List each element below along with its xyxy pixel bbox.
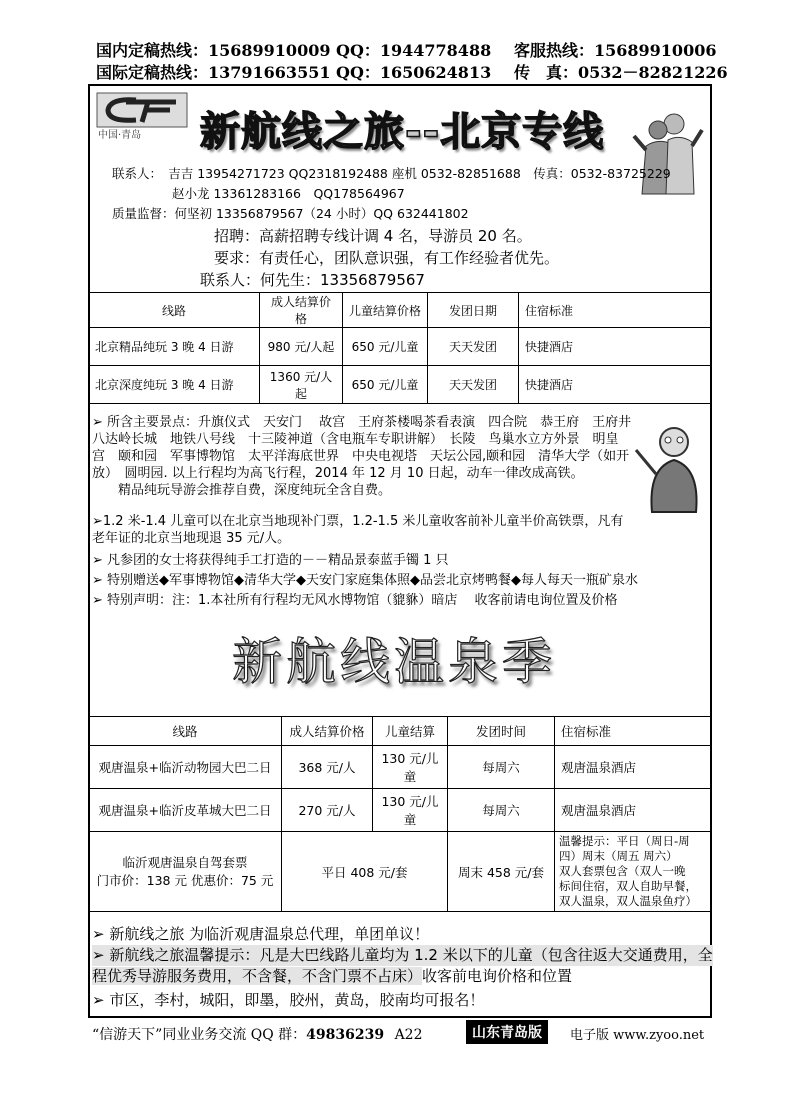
- adult-price-cell: 980 元/人起: [260, 328, 343, 366]
- child-price-cell: 650 元/儿童: [343, 366, 428, 404]
- service-hotline: 客服热线：15689910006: [514, 41, 717, 60]
- hotel-cell: 快捷酒店: [519, 366, 712, 404]
- child-price-cell: 130 元/儿童: [373, 789, 448, 832]
- route-cell: 观唐温泉+临沂动物园大巴二日: [89, 746, 282, 789]
- table-row: [89, 832, 712, 912]
- weekday-price-cell: 平日 408 元/套: [282, 832, 448, 912]
- contact-line-1: 联系人： 吉吉 13954271723 QQ2318192488 座机 0532-82851688 传真：0532-83725229: [112, 166, 671, 181]
- text-line: 老年证的北京当地现退 35 元/人。: [92, 531, 291, 546]
- logo-caption: 中国·青岛: [98, 130, 142, 141]
- text-line: 临沂观唐温泉自驾套票: [122, 854, 248, 870]
- hotel-cell: 观唐温泉酒店: [555, 746, 712, 789]
- text-line: ➢1.2 米-1.4 儿童可以在北京当地现补门票，1.2-1.5 米儿童收客前补儿童半价高铁票，凡有: [92, 514, 624, 529]
- beijing-price-table: [88, 292, 712, 404]
- route-cell: 观唐温泉+临沂皮革城大巴二日: [89, 789, 282, 832]
- text-line: 门市价：138 元 优惠价：75 元: [96, 872, 274, 888]
- teacher-illustration: [634, 420, 708, 516]
- adult-price-cell: 368 元/人: [282, 746, 373, 789]
- header-cell: 成人结算价格: [260, 293, 343, 328]
- text-line: 双人套票包含（双人一晚: [559, 864, 686, 878]
- recruit-line-1: 招聘：高薪招聘专线计调 4 名，导游员 20 名。: [214, 227, 532, 245]
- text-line: [92, 966, 713, 987]
- text-line: 宫 颐和园 军事博物馆 太平洋海底世界 中央电视塔 天坛公园,颐和园 清华大学（如开: [92, 449, 630, 464]
- adult-price-cell: 1360 元/人起: [260, 366, 343, 404]
- header-cell: 住宿标准: [555, 717, 712, 746]
- header-cell: 住宿标准: [519, 293, 712, 328]
- hot-spring-price-table: [88, 716, 712, 912]
- table-header-row: [89, 293, 712, 328]
- departure-cell: 每周六: [448, 746, 555, 789]
- special-statement: ➢ 特别声明：注：1.本社所有行程均无风水博物馆（貔貅）暗店 收客前请电询位置及价格: [92, 593, 618, 608]
- text-line: 精品纯玩导游会推荐自费，深度纯玩全含自费。: [92, 483, 392, 498]
- agent-note: ➢ 新航线之旅 为临沂观唐温泉总代理，单团单议！: [92, 925, 430, 943]
- header-cell: 线路: [89, 717, 282, 746]
- bracelet-gift: ➢ 凡参团的女士将获得纯手工打造的－－精品景泰蓝手镯 1 只: [92, 553, 449, 568]
- qq-group-number: 49836239: [306, 1027, 385, 1043]
- beijing-line-title: 新航线之旅--北京专线: [200, 109, 605, 155]
- header-cell: 线路: [89, 293, 260, 328]
- edition-label: 山东青岛版: [466, 1020, 548, 1044]
- exchange-text: “信游天下”同业业务交流 QQ 群：: [92, 1027, 307, 1043]
- table-row: [89, 328, 712, 366]
- domestic-hotline: 国内定稿热线：15689910009: [96, 41, 331, 60]
- departure-cell: 天天发团: [428, 328, 519, 366]
- domestic-qq: QQ：1944778488: [336, 41, 492, 60]
- hot-spring-title: 新航线温泉季: [232, 633, 556, 691]
- text-line: 标间住宿，双人自助早餐，: [559, 879, 697, 893]
- contact-line-2: 赵小龙 13361283166 QQ178564967: [172, 186, 405, 201]
- adult-price-cell: 270 元/人: [282, 789, 373, 832]
- people-illustration: [632, 106, 704, 196]
- text-line: 双人温泉，双人温泉鱼疗）: [559, 894, 697, 908]
- table-row: [89, 366, 712, 404]
- weekend-price-cell: 周末 458 元/套: [448, 832, 555, 912]
- route-cell: 北京深度纯玩 3 晚 4 日游: [89, 366, 260, 404]
- departure-cell: 天天发团: [428, 366, 519, 404]
- children-policy: [92, 513, 623, 547]
- route-cell: 北京精品纯玩 3 晚 4 日游: [89, 328, 260, 366]
- header-cell: 发团日期: [428, 293, 519, 328]
- registration-note: ➢ 市区，李村，城阳，即墨，胶州，黄岛，胶南均可报名！: [92, 991, 485, 1009]
- fax-number: 传 真：0532－82821226: [514, 63, 728, 82]
- table-row: [89, 789, 712, 832]
- special-gifts: ➢ 特别赠送◆军事博物馆◆清华大学◆天安门家庭集体照◆品尝北京烤鸭餐◆每人每天一瓶矿泉水: [92, 573, 639, 588]
- header-cell: 儿童结算: [373, 717, 448, 746]
- attractions-paragraph: [92, 414, 631, 499]
- text-line: ➢ 所含主要景点：升旗仪式 天安门 故宫 王府茶楼喝茶看表演 四合院 恭王府 王府井: [92, 415, 632, 430]
- footer-exchange: [92, 1024, 423, 1044]
- header-cell: 发团时间: [448, 717, 555, 746]
- text-line: ➢ 新航线之旅温馨提示：凡是大巴线路儿童均为 1.2 米以下的儿童（包含往返大交通费用，全: [92, 946, 713, 964]
- bus-child-note: [92, 945, 713, 987]
- header-cell: 成人结算价格: [282, 717, 373, 746]
- text-line: 放） 圆明园. 以上行程均为高飞行程，2014 年 12 月 10 日起，动车一律改成高铁。: [92, 466, 584, 481]
- international-qq: QQ：1650624813: [336, 63, 492, 82]
- hotel-cell: 观唐温泉酒店: [555, 789, 712, 832]
- shaded-text: 程优秀导游服务费用，不含餐，不含门票不占床）: [92, 967, 423, 985]
- departure-cell: 每周六: [448, 789, 555, 832]
- child-price-cell: 130 元/儿童: [373, 746, 448, 789]
- table-header-row: [89, 717, 712, 746]
- text-tail: 收客前电询价格和位置: [422, 967, 573, 985]
- international-hotline: 国际定稿热线：13791663551: [96, 63, 331, 82]
- child-price-cell: 650 元/儿童: [343, 328, 428, 366]
- recruit-line-3: 联系人：何先生：13356879567: [200, 271, 425, 289]
- page-number: A22: [394, 1027, 423, 1043]
- hotel-cell: 快捷酒店: [519, 328, 712, 366]
- self-drive-ticket-cell: [89, 832, 282, 912]
- agency-logo: [96, 92, 188, 140]
- table-row: [89, 746, 712, 789]
- recruit-line-2: 要求：有责任心，团队意识强，有工作经验者优先。: [214, 249, 560, 267]
- header-cell: 儿童结算价格: [343, 293, 428, 328]
- text-line: 四）周末（周五 周六）: [559, 849, 678, 863]
- epaper-link[interactable]: 电子版 www.zyoo.net: [570, 1028, 705, 1043]
- package-tips-cell: [555, 832, 712, 912]
- quality-supervision: 质量监督：何坚初 13356879567（24 小时）QQ 632441802: [112, 206, 469, 221]
- text-line: 八达岭长城 地铁八号线 十三陵神道（含电瓶车专职讲解） 长陵 鸟巢水立方外景 明皇: [92, 432, 619, 447]
- text-line: 温馨提示：平日（周日-周: [559, 834, 690, 848]
